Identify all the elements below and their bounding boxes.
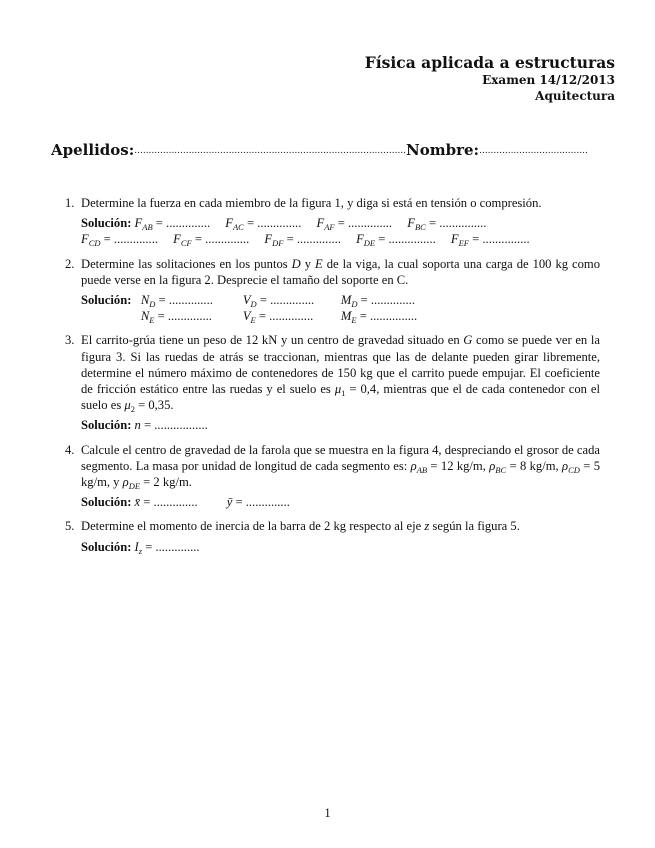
answer-me: $M_E$ = ............... bbox=[340, 309, 418, 326]
answer-blank: .............. bbox=[205, 232, 250, 247]
surname-blank: ............................................................................................... bbox=[134, 146, 407, 156]
answer-faf: $F_{AF}$ = .............. bbox=[316, 216, 393, 233]
question-1 bbox=[60, 195, 600, 248]
question-5 bbox=[60, 518, 600, 554]
question-number: 3. bbox=[65, 333, 75, 348]
answer-blank: .............. bbox=[167, 309, 212, 324]
page-number: 1 bbox=[324, 806, 331, 820]
answer-iz: $I_z$ = .............. bbox=[134, 539, 200, 556]
solution-block bbox=[81, 292, 600, 324]
answer-n: n = ................. bbox=[134, 418, 208, 433]
question-2 bbox=[60, 256, 600, 325]
answer-blank: .............. bbox=[482, 232, 527, 247]
solution-label: Solución: bbox=[81, 216, 132, 231]
solution-label: Solución: bbox=[81, 418, 132, 433]
solution-label: Solución: bbox=[81, 293, 132, 308]
answer-blank: .............. bbox=[257, 216, 302, 231]
answer-blank: .............. bbox=[154, 418, 199, 433]
answer-blank: .............. bbox=[439, 216, 484, 231]
answer-blank: .............. bbox=[270, 293, 315, 308]
name-label: Nombre: bbox=[406, 141, 480, 159]
answer-fbc: $F_{BC}$ = ............... bbox=[407, 216, 487, 233]
exam-date: Examen 14/12/2013 bbox=[482, 73, 615, 87]
question-text: Calcule el centro de gravedad de la farola que se muestra en la figura 4, despreciando el grosor de cada segmento. La masa por unidad de longitud de cada segmento es: $\rho_{AB} = 12$ kg/m, $\rho_{BC} = 8$ kg/m, $\rho_{CD} = 5$ kg/m, y $\rho_{DE} = 2$ kg/m. bbox=[81, 442, 601, 492]
answer-blank: .............. bbox=[370, 293, 415, 308]
question-text: El carrito-grúa tiene un peso de 12 kN y un centro de gravedad situado en G como se puede ver en la figura 3. Si las ruedas de atrás se traccionan, mientras que las de delante pueden girar libremente, determine el número máximo de contenedores de 150 kg que el carrito puede empujar. El coeficiente de fricción estático entre las ruedas y el suelo es $\mu_1 = 0,4$, mientras que el de cada contenedor con el suelo es $\mu_2 = 0,35$. bbox=[81, 333, 600, 415]
answer-fef: $F_{EF}$ = ............... bbox=[450, 232, 530, 249]
question-number: 5. bbox=[65, 519, 75, 534]
answer-blank: .............. bbox=[348, 216, 393, 231]
question-4 bbox=[60, 442, 600, 511]
answer-blank: .............. bbox=[166, 216, 211, 231]
question-3 bbox=[60, 332, 600, 433]
degree-name: Aquitectura bbox=[535, 89, 615, 103]
name-blank: ...................................... bbox=[479, 146, 588, 156]
answer-fdf: $F_{DF}$ = .............. bbox=[264, 232, 341, 249]
answer-blank: .............. bbox=[113, 232, 158, 247]
answer-blank: .............. bbox=[245, 495, 290, 510]
answer-ybar: ȳ = .............. bbox=[226, 495, 290, 510]
solution-block bbox=[81, 494, 600, 510]
answer-fcd: $F_{CD}$ = .............. bbox=[81, 232, 158, 249]
answer-nd: $N_D$ = .............. bbox=[140, 293, 213, 310]
solution-label: Solución: bbox=[81, 495, 132, 510]
solution-block bbox=[81, 417, 600, 433]
answer-blank: .............. bbox=[155, 539, 200, 554]
answer-fcf: $F_{CF}$ = .............. bbox=[173, 232, 250, 249]
exam-header bbox=[365, 54, 615, 104]
answer-ne: $N_E$ = .............. bbox=[140, 309, 212, 326]
answer-md: $M_D$ = .............. bbox=[340, 293, 415, 310]
question-number: 1. bbox=[65, 196, 75, 210]
answer-blank: .............. bbox=[153, 495, 198, 510]
question-number: 4. bbox=[65, 442, 75, 457]
answer-blank: .............. bbox=[369, 309, 415, 324]
question-number: 2. bbox=[65, 256, 75, 271]
solution-block bbox=[81, 215, 600, 247]
answer-blank: .............. bbox=[168, 293, 213, 308]
question-list bbox=[60, 195, 600, 563]
surname-label: Apellidos: bbox=[51, 141, 135, 159]
question-text: Determine el momento de inercia de la barra de 2 kg respecto al eje z según la figura 5. bbox=[81, 519, 520, 534]
answer-xbar: x̄ = .............. bbox=[134, 495, 198, 510]
question-text: Determine las solitaciones en los puntos D y E de la viga, la cual soporta una carga de 100 kg como puede verse en la figura 2. Desprecie el tamaño del soporte en C. bbox=[81, 256, 601, 287]
answer-fde: $F_{DE}$ = ............... bbox=[356, 232, 436, 249]
answer-grid bbox=[141, 292, 451, 324]
student-name-row bbox=[51, 141, 588, 159]
solution-block bbox=[81, 539, 600, 555]
answer-blank: .............. bbox=[296, 232, 341, 247]
answer-ve: $V_E$ = .............. bbox=[242, 309, 314, 326]
answer-fab: $F_{AB}$ = .............. bbox=[134, 216, 211, 233]
answer-fac: $F_{AC}$ = .............. bbox=[225, 216, 302, 233]
answer-blank: .............. bbox=[269, 309, 314, 324]
answer-blank: .............. bbox=[388, 232, 433, 247]
question-text: Determine la fuerza en cada miembro de la figura 1, y diga si está en tensión o compresión. bbox=[81, 196, 542, 210]
answer-vd: $V_D$ = .............. bbox=[242, 293, 315, 310]
course-title: Física aplicada a estructuras bbox=[364, 53, 615, 72]
solution-label: Solución: bbox=[81, 539, 132, 554]
